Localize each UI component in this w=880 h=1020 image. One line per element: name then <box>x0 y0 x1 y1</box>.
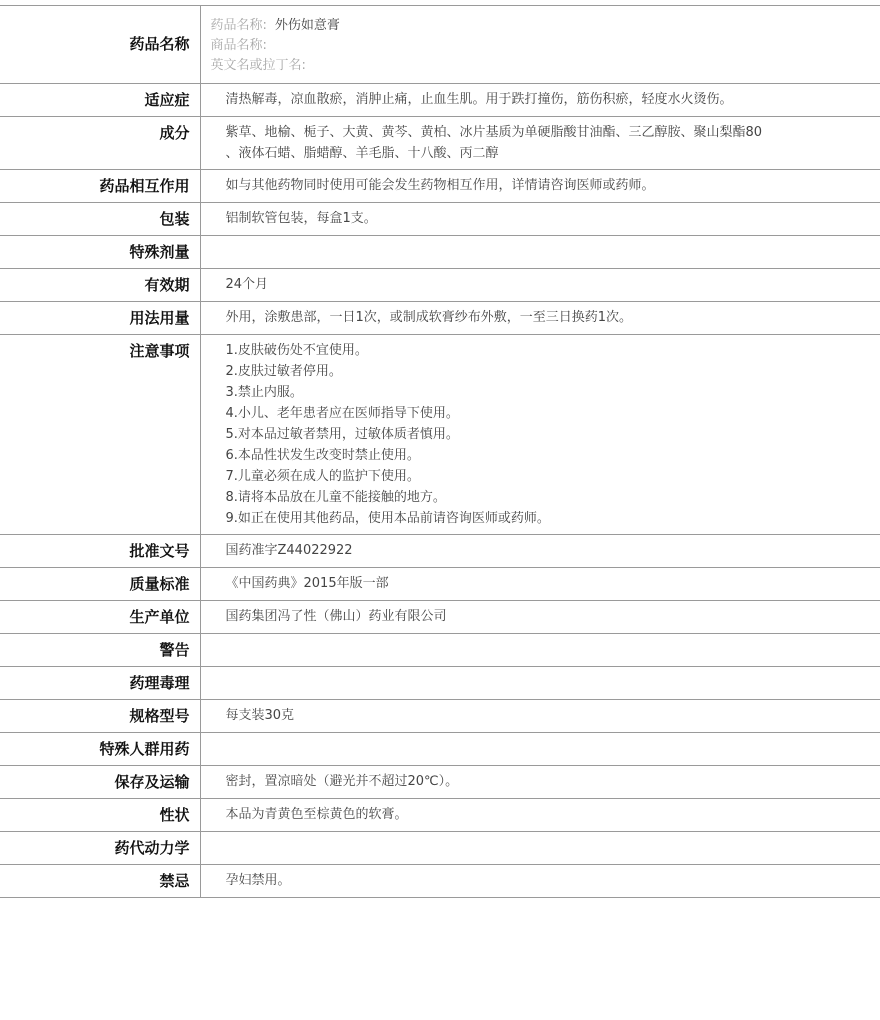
trade-name-line <box>211 36 821 56</box>
row-usage <box>0 302 880 335</box>
row-value <box>200 236 880 269</box>
row-label: 药品名称 <box>0 6 200 84</box>
row-label: 性状 <box>0 799 200 832</box>
generic-name-key: 药品名称: <box>210 18 267 33</box>
row-quality-standard <box>0 568 880 601</box>
row-value: 密封，置凉暗处（避光并不超过20℃）。 <box>225 774 459 789</box>
row-value: 孕妇禁用。 <box>225 873 291 888</box>
row-value: 铝制软管包装，每盒1支。 <box>225 211 377 226</box>
row-special-groups <box>0 733 880 766</box>
row-label: 有效期 <box>0 269 200 302</box>
row-label: 禁忌 <box>0 865 200 898</box>
row-pharmacology <box>0 667 880 700</box>
latin-name-line <box>211 56 821 76</box>
row-value <box>200 634 880 667</box>
row-value: 《中国药典》2015年版一部 <box>225 576 389 591</box>
precaution-item: 1.皮肤破伤处不宜使用。 <box>225 343 368 358</box>
row-label: 规格型号 <box>0 700 200 733</box>
row-approval <box>0 535 880 568</box>
row-manufacturer <box>0 601 880 634</box>
row-label: 生产单位 <box>0 601 200 634</box>
trade-name-key: 商品名称: <box>210 38 267 53</box>
generic-name-value: 外伤如意膏 <box>274 18 340 33</box>
row-label: 注意事项 <box>0 335 200 535</box>
drug-spec-table <box>0 5 880 898</box>
precaution-item: 2.皮肤过敏者停用。 <box>225 364 342 379</box>
row-indication <box>0 84 880 117</box>
row-label: 用法用量 <box>0 302 200 335</box>
precaution-item: 6.本品性状发生改变时禁止使用。 <box>225 448 420 463</box>
row-value: 清热解毒，凉血散瘀，消肿止痛，止血生肌。用于跌打撞伤，筋伤积瘀，轻度水火烫伤。 <box>225 92 733 107</box>
ingredients-line: 、液体石蜡、脂蜡醇、羊毛脂、十八酸、丙二醇 <box>225 146 499 161</box>
ingredients-line: 紫草、地榆、栀子、大黄、黄芩、黄柏、冰片基质为单硬脂酸甘油酯、三乙醇胺、聚山梨酯80 <box>225 125 763 140</box>
precaution-item: 7.儿童必须在成人的监护下使用。 <box>225 469 420 484</box>
row-validity <box>0 269 880 302</box>
row-value: 如与其他药物同时使用可能会发生药物相互作用，详情请咨询医师或药师。 <box>225 178 655 193</box>
precaution-item: 9.如正在使用其他药品，使用本品前请咨询医师或药师。 <box>225 511 550 526</box>
ingredients-value <box>200 117 880 170</box>
row-precautions <box>0 335 880 535</box>
row-value <box>200 733 880 766</box>
precaution-item: 8.请将本品放在儿童不能接触的地方。 <box>225 490 446 505</box>
row-label: 药代动力学 <box>0 832 200 865</box>
row-pharmacokinetics <box>0 832 880 865</box>
row-label: 特殊人群用药 <box>0 733 200 766</box>
row-value: 每支装30克 <box>225 708 295 723</box>
row-value: 国药集团冯了性（佛山）药业有限公司 <box>225 609 447 624</box>
row-value: 外用，涂敷患部，一日1次，或制成软膏纱布外敷，一至三日换药1次。 <box>225 310 633 325</box>
row-value: 国药准字Z44022922 <box>225 543 353 558</box>
row-spec <box>0 700 880 733</box>
row-label: 成分 <box>0 117 200 170</box>
row-value <box>200 832 880 865</box>
row-contraindications <box>0 865 880 898</box>
row-ingredients <box>0 117 880 170</box>
row-label: 批准文号 <box>0 535 200 568</box>
precautions-list <box>200 335 880 535</box>
row-label: 质量标准 <box>0 568 200 601</box>
name-block <box>200 6 880 84</box>
row-label: 警告 <box>0 634 200 667</box>
precaution-item: 3.禁止内服。 <box>225 385 303 400</box>
row-warning <box>0 634 880 667</box>
row-appearance <box>0 799 880 832</box>
row-interactions <box>0 170 880 203</box>
precaution-item: 4.小儿、老年患者应在医师指导下使用。 <box>225 406 459 421</box>
row-label: 包装 <box>0 203 200 236</box>
row-label: 适应症 <box>0 84 200 117</box>
row-label: 药理毒理 <box>0 667 200 700</box>
row-package <box>0 203 880 236</box>
precaution-item: 5.对本品过敏者禁用，过敏体质者慎用。 <box>225 427 459 442</box>
row-value: 24个月 <box>225 277 269 292</box>
row-label: 药品相互作用 <box>0 170 200 203</box>
generic-name-line <box>211 16 821 36</box>
row-special-dose <box>0 236 880 269</box>
row-value <box>200 667 880 700</box>
row-label: 特殊剂量 <box>0 236 200 269</box>
row-label: 保存及运输 <box>0 766 200 799</box>
latin-name-key: 英文名或拉丁名: <box>210 58 306 73</box>
row-storage <box>0 766 880 799</box>
row-value: 本品为青黄色至棕黄色的软膏。 <box>225 807 408 822</box>
row-drug-name <box>0 6 880 84</box>
